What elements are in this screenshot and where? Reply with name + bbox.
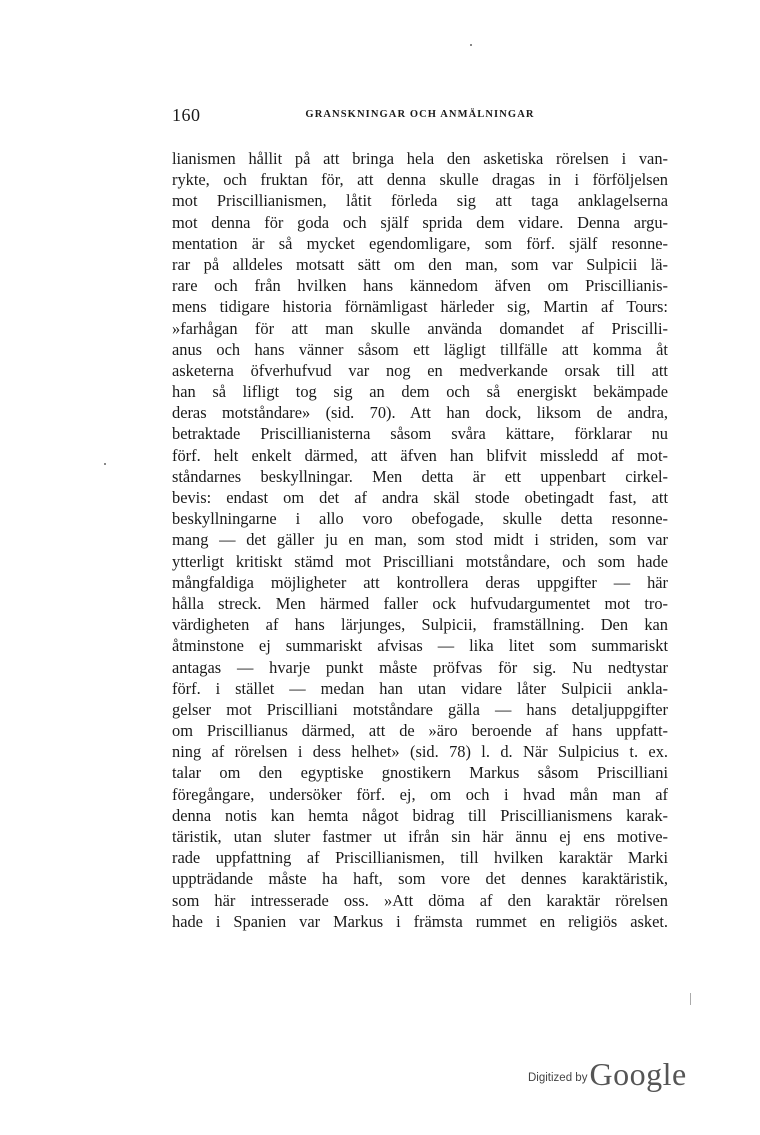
text-line: mens tidigare historia förnämligast härleder sig, Martin af Tours: (172, 297, 668, 317)
text-line: talar om den egyptiske gnostikern Markus såsom Priscilliani (172, 763, 668, 783)
text-line: rar på alldeles motsatt sätt om den man, som var Sulpicii lä- (172, 254, 668, 274)
text-line: asketerna öfverhufvud var nog en medverkande orsak till att (172, 360, 668, 380)
text-line: denna notis kan hemta något bidrag till Priscillianismens karak- (172, 805, 668, 825)
text-line: ning af rörelsen i dess helhet» (sid. 78) l. d. När Sulpicius t. ex. (172, 742, 668, 762)
text-line: han så lifligt tog sig an dem och så energiskt bekämpade (172, 382, 668, 402)
text-line: åtminstone ej summariskt afvisas — lika litet som summariskt (172, 636, 668, 656)
text-line: bevis: endast om det af andra skäl stode obetingadt fast, att (172, 488, 668, 507)
text-line: värdigheten af hans lärjunges, Sulpicii, framställning. Den kan (172, 615, 668, 635)
text-line: förf. helt enkelt därmed, att äfven han blifvit missledd af mot- (172, 445, 668, 465)
text-line: deras motståndare» (sid. 70). Att han dock, liksom de andra, (172, 403, 668, 423)
text-line: täristik, utan sluter fastmer ut ifrån sin här ännu ej ens motive- (172, 827, 668, 846)
text-line: ståndarnes beskyllningar. Men detta är ett uppenbart cirkel- (172, 466, 668, 486)
text-line: mentation är så mycket egendomligare, som förf. själf resonne- (172, 233, 668, 253)
watermark-prefix: Digitized by (528, 1072, 588, 1084)
google-logo: Google (589, 1056, 687, 1092)
page-number: 160 (172, 105, 201, 125)
text-line: mot Priscillianismen, låtit förleda sig att taga anklagelserna (172, 191, 668, 211)
text-line: rade uppfattning af Priscillianismen, till hvilken karaktär Marki (172, 848, 668, 868)
text-line: betraktade Priscillianisterna såsom svåra kättare, förklarar nu (172, 424, 668, 444)
text-line: mot denna för goda och själf sprida dem vidare. Denna argu- (172, 212, 668, 232)
text-line: förf. i stället — medan han utan vidare låter Sulpicii ankla- (172, 678, 668, 698)
text-line: hålla streck. Men härmed faller ock hufvudargumentet mot tro- (172, 593, 668, 613)
text-line: föregångare, undersöker förf. ej, om och i hvad mån man af (172, 784, 668, 804)
page-header (172, 104, 668, 126)
body-text (172, 148, 668, 932)
text-line: rare och från hvilken hans kännedom äfven om Priscillianis- (172, 276, 668, 296)
text-line: uppträdande måste ha haft, som vore det dennes karaktäristik, (172, 869, 668, 889)
stray-tick-right (690, 993, 691, 1005)
text-line: om Priscillianus därmed, att de »äro beroende af hans uppfatt- (172, 721, 668, 741)
text-line: gelser mot Priscilliani motståndare gälla — hans detaljuppgifter (172, 699, 668, 719)
text-line: rykte, och fruktan för, att denna skulle dragas in i förföljelsen (172, 170, 668, 190)
text-line: ytterligt kritiskt stämd mot Priscilliani motståndare, och som hade (172, 551, 668, 571)
stray-speck-top (470, 44, 472, 46)
digitized-by-google-watermark (528, 1052, 687, 1092)
text-line: beskyllningarne i allo voro obefogade, skulle detta resonne- (172, 509, 668, 529)
text-line: som här intresserade oss. »Att döma af den karaktär rörelsen (172, 890, 668, 910)
running-head: GRANSKNINGAR OCH ANMÄLNINGAR (305, 109, 535, 120)
text-line: lianismen hållit på att bringa hela den asketiska rörelsen i van- (172, 149, 668, 168)
text-line: antagas — hvarje punkt måste pröfvas för sig. Nu nedtystar (172, 657, 668, 677)
text-line: »farhågan för att man skulle använda domandet af Priscilli- (172, 318, 668, 338)
text-line: hade i Spanien var Markus i främsta rummet en religiös asket. (172, 911, 668, 931)
text-line: mångfaldiga möjligheter att kontrollera deras uppgifter — här (172, 572, 668, 592)
text-line: mang — det gäller ju en man, som stod midt i striden, som var (172, 530, 668, 550)
stray-speck-left (104, 463, 106, 465)
text-line: anus och hans vänner såsom ett lägligt tillfälle att komma åt (172, 339, 668, 359)
